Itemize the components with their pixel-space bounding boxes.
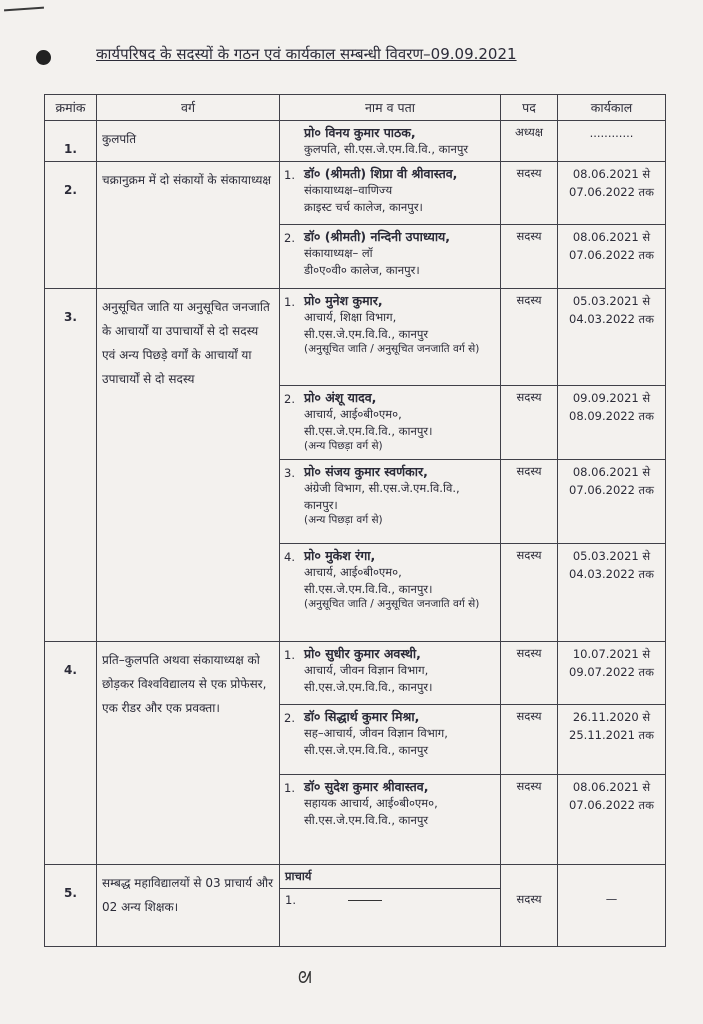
row-tenure (558, 162, 666, 289)
tenure-value: 10.07.2021 से 09.07.2022 तक (569, 647, 654, 679)
row-category: चक्रानुक्रम में दो संकायों के संकायाध्यक्ष (97, 162, 280, 289)
row-category: प्रति–कुलपति अथवा संकायाध्यक्ष को छोड़कर विश्वविद्यालय से एक प्रोफेसर, एक रीडर और एक प्रवक्ता। (97, 642, 280, 865)
header-sn: क्रमांक (45, 95, 97, 121)
post-label: सदस्य (516, 293, 542, 307)
page-title: कार्यपरिषद के सदस्यों के गठन एवं कार्यकाल सम्बन्धी विवरण–09.09.2021 (96, 45, 517, 63)
row-post (501, 865, 558, 947)
row-sn: 3. (45, 289, 97, 642)
member-address-line: कुलपति, सी.एस.जे.एम.वि.वि., कानपुर (304, 142, 469, 156)
member-address-line: संकायाध्यक्ष–वाणिज्य (304, 183, 393, 197)
table-row (45, 162, 666, 289)
header-tenure: कार्यकाल (558, 95, 666, 121)
member-category-note: (अन्य पिछड़ा वर्ग से) (304, 514, 383, 526)
post-label: सदस्य (501, 224, 557, 288)
blank-dash (348, 900, 382, 901)
principal-entry (280, 889, 500, 912)
member-address-line: सी.एस.जे.एम.वि.वि., कानपुर (304, 813, 429, 827)
member-address-line: अंग्रेजी विभाग, सी.एस.जे.एम.वि.वि., (304, 481, 460, 495)
member-name: प्रो० विनय कुमार पाठक, (304, 125, 416, 140)
member-num: 2. (284, 392, 295, 406)
member-address-line: आचार्य, आई०बी०एम०, (304, 565, 402, 579)
member-num: 2. (284, 711, 295, 725)
member-num: 4. (284, 550, 295, 564)
member-entry (280, 385, 500, 459)
member-num: 1. (284, 168, 295, 182)
post-label: सदस्य (501, 385, 557, 459)
row-category: कुलपति (97, 121, 280, 162)
row-tenure (558, 121, 666, 162)
row-tenure (558, 642, 666, 865)
member-entry (280, 642, 500, 704)
row-category: सम्बद्ध महाविद्यालयों से 03 प्राचार्य और 02 अन्य शिक्षक। (97, 865, 280, 947)
table-row (45, 121, 666, 162)
tenure-value: 08.06.2021 से 07.06.2022 तक (569, 167, 654, 199)
row-post (501, 642, 558, 865)
member-name: प्रो० सुधीर कुमार अवस्थी, (304, 646, 421, 661)
member-entry (280, 162, 500, 224)
row-category: अनुसूचित जाति या अनुसूचित जनजाति के आचार्यों या उपाचार्यों से दो सदस्य एवं अन्य पिछड़े वर्गों के आचार्यों या उपाचार्यों से दो सदस्य (97, 289, 280, 642)
row-members (280, 121, 501, 162)
post-label: सदस्य (516, 646, 542, 660)
row-tenure (558, 865, 666, 947)
row-members (280, 289, 501, 642)
post-label: सदस्य (516, 166, 542, 180)
member-name: डॉ० सुदेश कुमार श्रीवास्तव, (304, 779, 429, 794)
row-members (280, 642, 501, 865)
member-address-line: सहायक आचार्य, आई०बी०एम०, (304, 796, 438, 810)
member-address-line: डी०ए०वी० कालेज, कानपुर। (304, 263, 420, 277)
member-name: डॉ० (श्रीमती) शिप्रा वी श्रीवास्तव, (304, 166, 458, 181)
member-name: प्रो० मुनेश कुमार, (304, 293, 383, 308)
tenure-value: 05.03.2021 से 04.03.2022 तक (569, 294, 654, 326)
member-address-line: सी.एस.जे.एम.वि.वि., कानपुर (304, 327, 429, 341)
member-address-line: कानपुर। (304, 498, 338, 512)
member-num: 1. (284, 781, 295, 795)
row-sn: 4. (45, 642, 97, 865)
row-sn: 1. (45, 121, 97, 162)
header-category: वर्ग (97, 95, 280, 121)
member-name: प्रो० मुकेश रंगा, (304, 548, 376, 563)
post-label: सदस्य (501, 459, 557, 543)
member-entry (280, 121, 500, 159)
member-address-line: सह–आचार्य, जीवन विज्ञान विभाग, (304, 726, 448, 740)
row-post (501, 121, 558, 162)
tenure-value: 08.06.2021 से 07.06.2022 तक (558, 774, 665, 864)
member-entry (280, 704, 500, 774)
member-num: 3. (284, 466, 295, 480)
members-table (44, 94, 666, 947)
tenure-value: 09.09.2021 से 08.09.2022 तक (558, 385, 665, 459)
member-entry (280, 774, 500, 864)
member-num: 2. (284, 231, 295, 245)
row-post (501, 289, 558, 642)
member-name: प्रो० अंशू यादव, (304, 390, 377, 405)
tenure-value: ............ (589, 126, 634, 140)
post-label: सदस्य (516, 892, 542, 906)
post-label: अध्यक्ष (514, 125, 544, 139)
member-category-note: (अनुसूचित जाति / अनुसूचित जनजाति वर्ग से) (304, 343, 480, 355)
post-label: सदस्य (501, 774, 557, 864)
member-name: डॉ० (श्रीमती) नन्दिनी उपाध्याय, (304, 229, 451, 244)
table-row (45, 642, 666, 865)
tenure-value: 26.11.2020 से 25.11.2021 तक (558, 704, 665, 774)
member-address-line: सी.एस.जे.एम.वि.वि., कानपुर। (304, 424, 433, 438)
signature-mark: ᘛ (298, 968, 312, 987)
table-row-5 (45, 865, 666, 947)
tenure-value: 05.03.2021 से 04.03.2022 तक (558, 543, 665, 641)
header-row (45, 95, 666, 121)
member-address-line: सी.एस.जे.एम.वि.वि., कानपुर। (304, 582, 433, 596)
member-entry (280, 459, 500, 543)
punch-hole (36, 50, 51, 65)
tenure-value: — (605, 892, 618, 906)
header-name: नाम व पता (280, 95, 501, 121)
header-post: पद (501, 95, 558, 121)
tenure-value: 08.06.2021 से 07.06.2022 तक (558, 224, 665, 288)
row-tenure (558, 289, 666, 642)
member-name: डॉ० सिद्धार्थ कुमार मिश्रा, (304, 709, 420, 724)
member-address-line: आचार्य, आई०बी०एम०, (304, 407, 402, 421)
row-sn: 2. (45, 162, 97, 289)
table-row (45, 289, 666, 642)
row-post (501, 162, 558, 289)
member-address-line: आचार्य, शिक्षा विभाग, (304, 310, 397, 324)
row-members (280, 162, 501, 289)
member-name: प्रो० संजय कुमार स्वर्णकार, (304, 464, 428, 479)
member-entry (280, 543, 500, 641)
member-num: 1. (284, 295, 295, 309)
post-label: सदस्य (501, 704, 557, 774)
member-category-note: (अन्य पिछड़ा वर्ग से) (304, 440, 383, 452)
principal-num: 1. (285, 893, 296, 907)
member-address-line: क्राइस्ट चर्च कालेज, कानपुर। (304, 200, 423, 214)
corner-pen-mark (4, 7, 44, 12)
member-address-line: सी.एस.जे.एम.वि.वि., कानपुर। (304, 680, 433, 694)
tenure-value: 08.06.2021 से 07.06.2022 तक (558, 459, 665, 543)
principal-subheading: प्राचार्य (280, 865, 500, 889)
member-address-line: संकायाध्यक्ष– लॉ (304, 246, 373, 260)
member-address-line: सी.एस.जे.एम.वि.वि., कानपुर (304, 743, 429, 757)
member-category-note: (अनुसूचित जाति / अनुसूचित जनजाति वर्ग से) (304, 598, 480, 610)
row-members (280, 865, 501, 947)
member-address-line: आचार्य, जीवन विज्ञान विभाग, (304, 663, 429, 677)
member-entry (280, 224, 500, 288)
row-sn: 5. (45, 865, 97, 947)
member-entry (280, 289, 500, 385)
post-label: सदस्य (501, 543, 557, 641)
member-num: 1. (284, 648, 295, 662)
member-num (284, 124, 304, 156)
